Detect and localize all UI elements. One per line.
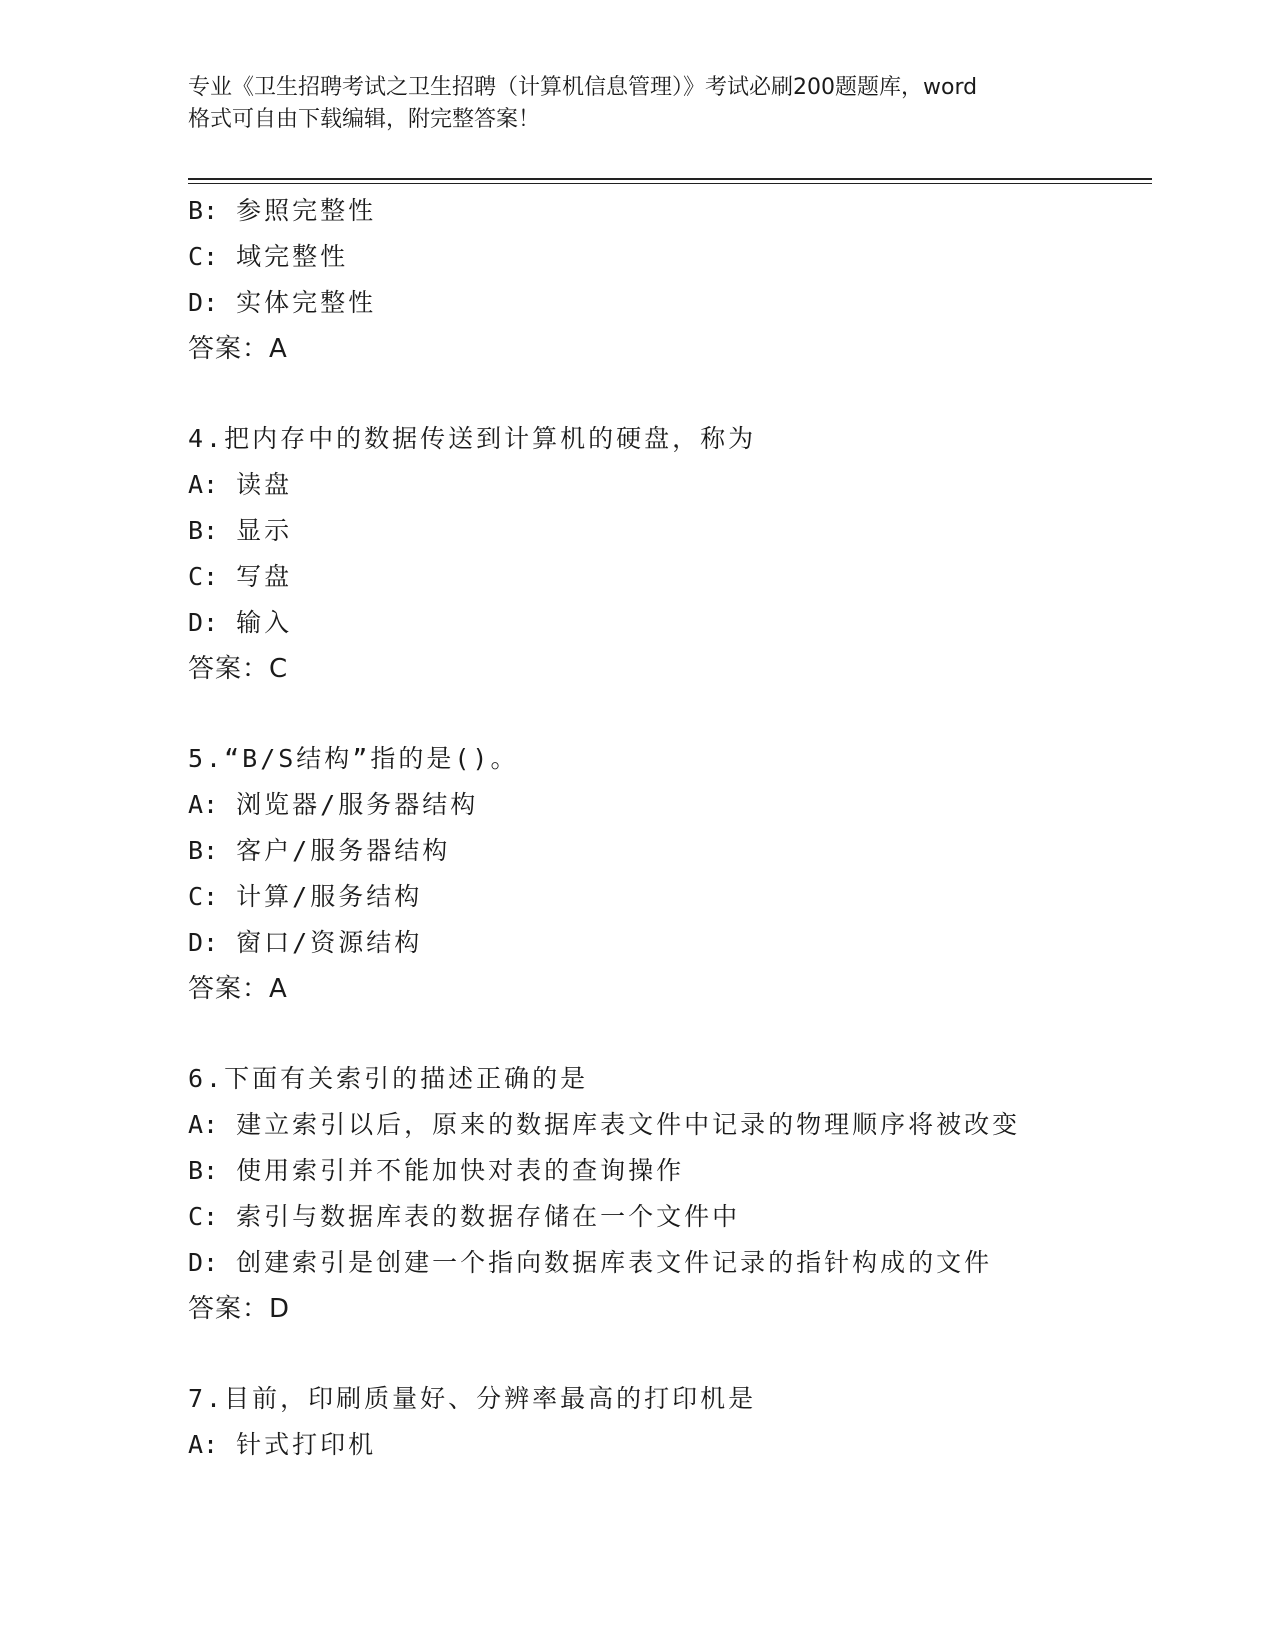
question-4 (188, 416, 1148, 692)
option-c: C: 写盘 (188, 562, 293, 591)
question-stem: 7.目前，印刷质量好、分辨率最高的打印机是 (188, 1384, 757, 1413)
option-a: A: 建立索引以后，原来的数据库表文件中记录的物理顺序将被改变 (188, 1110, 1021, 1139)
option-a: A: 针式打印机 (188, 1430, 377, 1459)
option-c: C: 索引与数据库表的数据存储在一个文件中 (188, 1202, 741, 1231)
option-d: D: 输入 (188, 608, 293, 637)
question-stem: 4.把内存中的数据传送到计算机的硬盘，称为 (188, 424, 757, 453)
question-list (188, 188, 1148, 1468)
option-b: B: 参照完整性 (188, 196, 377, 225)
option-d: D: 窗口/资源结构 (188, 928, 423, 957)
header-line-1: 专业《卫生招聘考试之卫生招聘（计算机信息管理）》考试必刷200题题库，word (188, 75, 978, 100)
option-d: D: 实体完整性 (188, 288, 377, 317)
question-5 (188, 736, 1148, 1012)
option-c: C: 计算/服务结构 (188, 882, 423, 911)
question-3-continued (188, 188, 1148, 372)
option-b: B: 使用索引并不能加快对表的查询操作 (188, 1156, 685, 1185)
page-header (188, 72, 1088, 136)
option-a: A: 读盘 (188, 470, 293, 499)
question-7 (188, 1376, 1148, 1468)
answer-line: 答案：A (188, 974, 288, 1004)
answer-line: 答案：A (188, 334, 288, 364)
answer-line: 答案：D (188, 1294, 291, 1324)
option-a: A: 浏览器/服务器结构 (188, 790, 479, 819)
question-6 (188, 1056, 1148, 1332)
option-d: D: 创建索引是创建一个指向数据库表文件记录的指针构成的文件 (188, 1248, 993, 1277)
header-line-2: 格式可自由下载编辑，附完整答案！ (188, 107, 541, 132)
answer-line: 答案：C (188, 654, 289, 684)
header-divider-thick (188, 178, 1152, 180)
question-stem: 5.“B/S结构”指的是()。 (188, 744, 519, 773)
option-b: B: 客户/服务器结构 (188, 836, 451, 865)
question-stem: 6.下面有关索引的描述正确的是 (188, 1064, 589, 1093)
option-c: C: 域完整性 (188, 242, 349, 271)
header-divider-thin (188, 183, 1152, 184)
option-b: B: 显示 (188, 516, 293, 545)
